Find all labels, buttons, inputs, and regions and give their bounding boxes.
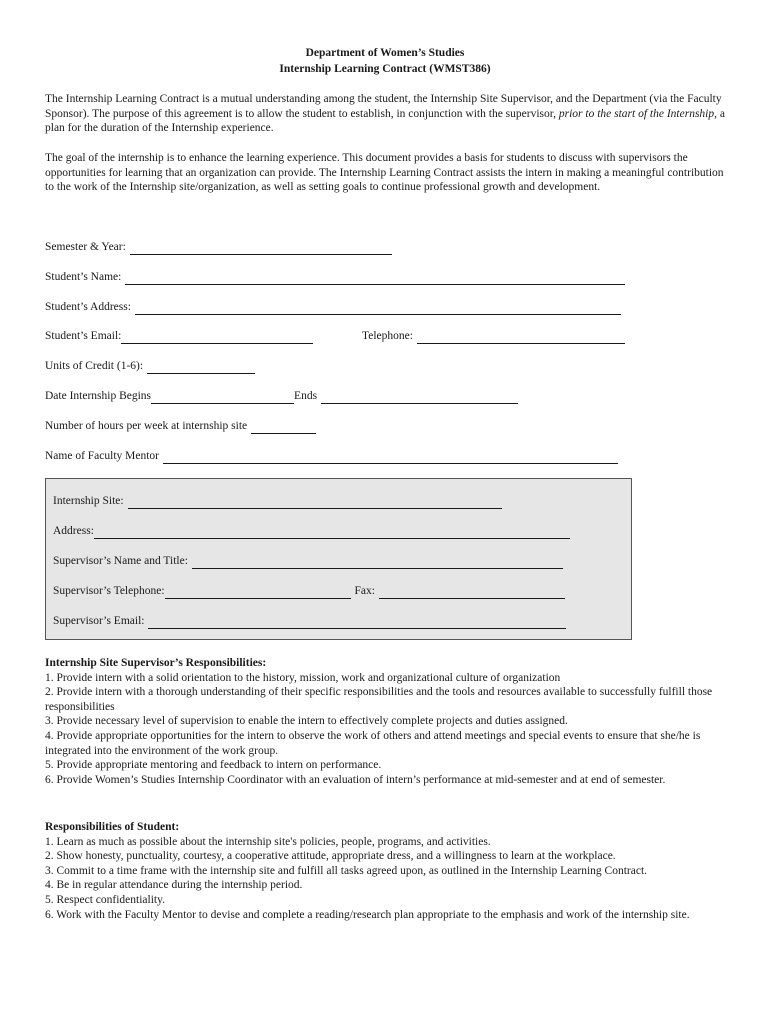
supervisor-email-input[interactable]: [148, 617, 566, 629]
student-address-label: Student’s Address:: [45, 301, 131, 313]
supervisor-telephone-input[interactable]: [165, 587, 351, 599]
internship-site-field: [53, 494, 502, 509]
list-item: 5. Respect confidentiality.: [45, 893, 165, 906]
units-credit-field: [45, 359, 255, 374]
ends-input[interactable]: [321, 392, 518, 404]
site-address-input[interactable]: [94, 527, 570, 539]
semester-year-field: [45, 240, 392, 255]
telephone-label: Telephone:: [362, 330, 413, 342]
supervisor-email-label: Supervisor’s Email:: [53, 615, 145, 627]
supervisor-responsibilities-section: [45, 656, 725, 787]
student-name-input[interactable]: [125, 273, 625, 285]
telephone-field: [362, 329, 625, 344]
site-address-field: [53, 524, 570, 539]
telephone-input[interactable]: [417, 332, 625, 344]
faculty-mentor-input[interactable]: [163, 452, 618, 464]
list-item: 1. Learn as much as possible about the internship site's policies, people, programs, and activities.: [45, 835, 491, 848]
site-address-label: Address:: [53, 525, 94, 537]
list-item: 2. Provide intern with a thorough understanding of their specific responsibilities and the tools and resources available to successfully fulfill those responsibilities: [45, 686, 713, 713]
student-email-input[interactable]: [121, 332, 313, 344]
semester-year-input[interactable]: [130, 243, 392, 255]
units-credit-label: Units of Credit (1-6):: [45, 360, 144, 372]
supervisor-telephone-label: Supervisor’s Telephone:: [53, 585, 165, 597]
supervisor-name-label: Supervisor’s Name and Title:: [53, 555, 188, 567]
supervisor-name-field: [53, 554, 563, 569]
hours-per-week-field: [45, 419, 316, 434]
list-item: 4. Provide appropriate opportunities for the intern to observe the work of others and attend meetings and special events to ensure that she/he is integrated into the environment of the work group.: [45, 729, 701, 757]
faculty-mentor-label: Name of Faculty Mentor: [45, 450, 160, 462]
contract-title: Internship Learning Contract (WMST386): [279, 63, 491, 75]
student-address-field: [45, 300, 621, 315]
date-begins-label: Date Internship Begins: [45, 390, 152, 402]
supervisor-email-field: [53, 614, 566, 629]
units-credit-input[interactable]: [147, 362, 255, 374]
fax-label: Fax:: [354, 585, 375, 597]
department-heading: Department of Women’s Studies: [305, 47, 465, 59]
student-name-label: Student’s Name:: [45, 271, 122, 283]
student-name-field: [45, 270, 625, 285]
date-begins-input[interactable]: [151, 392, 294, 404]
list-item: 5. Provide appropriate mentoring and feedback to intern on performance.: [45, 759, 382, 772]
fax-input[interactable]: [379, 587, 565, 599]
faculty-mentor-field: [45, 449, 618, 464]
supervisor-telephone-field: [53, 584, 565, 599]
list-item: 2. Show honesty, punctuality, courtesy, a cooperative attitude, appropriate dress, and a willingness to learn at the workplace.: [45, 850, 616, 863]
list-item: 6. Work with the Faculty Mentor to devise and complete a reading/research plan appropriate to the emphasis and work of the internship site.: [45, 908, 690, 921]
intro-p1-text-end: , a plan for the duration of the Internship experience.: [45, 107, 725, 135]
supervisor-name-input[interactable]: [192, 557, 563, 569]
intro-paragraph-2: The goal of the internship is to enhance the learning experience. This document provides a basis for students to discuss with supervisors the opportunities for learning that an organization can provide. The Internship Learning Contract assists the intern in making a meaningful contribution to the work of the Internship site/organization, as well as setting goals to continue professional growth and development.: [45, 152, 724, 194]
supervisor-responsibilities-heading: Internship Site Supervisor’s Responsibilities:: [45, 657, 267, 669]
ends-label: Ends: [294, 390, 318, 402]
intro-p1-text: The Internship Learning Contract is a mutual understanding among the student, the Internship Site Supervisor, and the Department (via the Faculty Sponsor). The purpose of this agreement is to allow the student to establish, in conjunction with the supervisor,: [45, 93, 722, 120]
list-item: 6. Provide Women’s Studies Internship Coordinator with an evaluation of intern’s performance at mid-semester and at end of semester.: [45, 773, 666, 786]
list-item: 3. Provide necessary level of supervision to enable the intern to effectively complete projects and duties assigned.: [45, 715, 568, 728]
internship-site-label: Internship Site:: [53, 495, 124, 507]
internship-site-box: [45, 478, 632, 640]
student-responsibilities-section: [45, 820, 725, 922]
student-email-field: [45, 329, 313, 344]
list-item: 3. Commit to a time frame with the internship site and fulfill all tasks agreed upon, as outlined in the Internship Learning Contract.: [45, 864, 648, 877]
date-begins-field: [45, 389, 518, 404]
semester-year-label: Semester & Year:: [45, 241, 126, 253]
intro-paragraph-1: [45, 92, 725, 136]
internship-site-input[interactable]: [128, 497, 502, 509]
intro-p1-italic: prior to the start of the Internship: [558, 107, 715, 120]
hours-per-week-input[interactable]: [251, 422, 316, 434]
student-address-input[interactable]: [135, 303, 621, 315]
list-item: 1. Provide intern with a solid orientation to the history, mission, work and organizational culture of organization: [45, 671, 561, 684]
student-responsibilities-heading: Responsibilities of Student:: [45, 821, 180, 833]
student-email-label: Student’s Email:: [45, 330, 122, 342]
list-item: 4. Be in regular attendance during the internship period.: [45, 879, 303, 892]
hours-per-week-label: Number of hours per week at internship site: [45, 420, 248, 432]
